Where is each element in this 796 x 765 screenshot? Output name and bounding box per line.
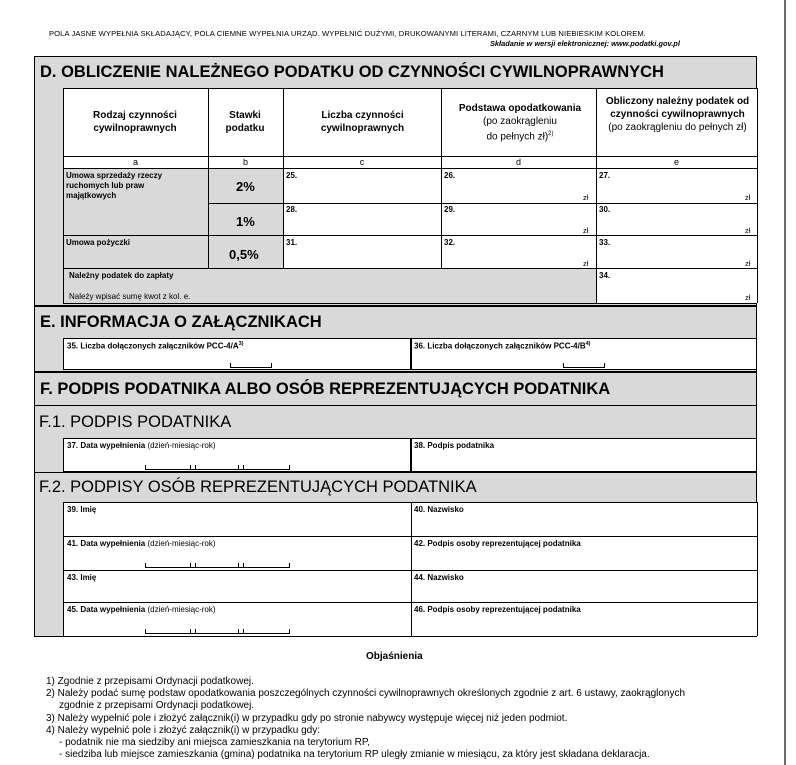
page-edge: [784, 0, 786, 765]
field-39-label[interactable]: 39. Imię: [67, 505, 97, 514]
zl-33: zł: [745, 259, 751, 268]
field-36-label: 36. Liczba dołączonych załączników PCC-$4/B^{4)}$: [414, 341, 591, 351]
field-45-label[interactable]: 45. Data wypełnienia (dzień-miesiąc-rok): [67, 605, 216, 614]
notes-title: Objaśnienia: [366, 651, 423, 662]
header-instruction: POLA JASNE WYPEŁNIA SKŁADAJĄCY, POLA CIEMNE WYPEŁNIA URZĄD. WYPEŁNIĆ DUŻYMI, DRUKOWANYMI LITERAMI, CZARNYM LUB NIEBIESKIM KOLOREM.: [49, 29, 646, 38]
field-45-date[interactable]: [145, 627, 290, 634]
zl-26: zł: [583, 193, 589, 202]
letter-b: b: [242, 157, 248, 167]
row2-rate: 1%: [236, 214, 255, 229]
section-d-title: D. OBLICZENIE NALEŻNEGO PODATKU OD CZYNNOŚCI CYWILNOPRAWNYCH: [40, 63, 664, 81]
field-37-date[interactable]: [145, 463, 290, 470]
field-38-label: 38. Podpis podatnika: [414, 441, 495, 450]
field-26[interactable]: 26.: [444, 171, 456, 180]
field-35-entry[interactable]: [230, 361, 272, 368]
field-28[interactable]: 28.: [286, 205, 298, 214]
field-41-date[interactable]: [145, 561, 290, 568]
section-f1-title: F.1. PODPIS PODATNIKA: [39, 413, 232, 431]
note-2b: zgodnie z przepisami Ordynacji podatkowej.: [59, 700, 255, 712]
zl-29: zł: [583, 226, 589, 235]
note-4a: - podatnik nie ma siedziby ani miejsca zamieszkania na terytorium RP,: [59, 737, 371, 749]
field-30[interactable]: 30.: [599, 205, 611, 214]
col-d-header-line3: do pełnych zł)$^{2)}$: [486, 131, 554, 143]
col-e-header: [600, 95, 755, 134]
letter-d: d: [515, 157, 521, 167]
note-4b: - siedziba lub miejsce zamieszkania (gmina) podatnika na terytorium RP uległy zmianie w miesiącu, za który jest składana deklaracja.: [59, 749, 650, 761]
field-40-label[interactable]: 40. Nazwisko: [414, 505, 464, 514]
letter-c: c: [359, 157, 365, 167]
field-41-label[interactable]: 41. Data wypełnienia (dzień-miesiąc-rok): [67, 539, 216, 548]
field-32[interactable]: 32.: [444, 238, 456, 247]
zl-30: zł: [745, 226, 751, 235]
zl-32: zł: [583, 259, 589, 268]
field-35-label: 35. Liczba dołączonych załączników PCC-$4/A^{3)}$: [67, 341, 244, 351]
section-f2-title: F.2. PODPISY OSÓB REPREZENTUJĄCYCH PODATNIKA: [39, 478, 477, 496]
field-34[interactable]: 34.: [599, 271, 611, 280]
col-e-header-line1: Obliczony należny podatek od czynności cywilnoprawnych: [605, 96, 750, 120]
header-electronic: Składanie w wersji elektronicznej: www.podatki.gov.pl: [490, 39, 680, 48]
field-42-label[interactable]: 42. Podpis osoby reprezentującej podatnika: [414, 539, 581, 548]
note-1: 1) Zgodnie z przepisami Ordynacji podatkowej.: [46, 676, 254, 687]
field-43-label[interactable]: 43. Imię: [67, 573, 97, 582]
notes-list: [46, 676, 685, 761]
note-4: 4) Należy wypełnić pole i złożyć załącznik(i) w przypadku gdy:: [46, 724, 320, 736]
row3-rate: 0,5%: [229, 247, 259, 262]
section-e-title: E. INFORMACJA O ZAŁĄCZNIKACH: [40, 313, 322, 331]
section-f-title: F. PODPIS PODATNIKA ALBO OSÓB REPREZENTUJĄCYCH PODATNIKA: [40, 380, 611, 398]
field-44-label[interactable]: 44. Nazwisko: [414, 573, 464, 582]
col-d-header: [445, 102, 595, 143]
due-label: Należny podatek do zapłaty: [69, 271, 174, 280]
col-e-header-line2: (po zaokrągleniu do pełnych zł): [608, 122, 747, 133]
zl-27: zł: [745, 193, 751, 202]
f2-grid: [63, 502, 757, 636]
field-25[interactable]: 25.: [286, 171, 298, 180]
field-37-label: 37. Data wypełnienia (dzień-miesiąc-rok): [67, 441, 216, 450]
field-31[interactable]: 31.: [286, 238, 298, 247]
row3-label: Umowa pożyczki: [66, 238, 131, 247]
field-29[interactable]: 29.: [444, 205, 456, 214]
row1-rate: 2%: [236, 179, 255, 194]
letter-a: a: [132, 157, 138, 167]
col-d-header-line2: (po zaokrągleniu: [483, 116, 557, 127]
note-2a: 2) Należy podać sumę podstaw opodatkowania poszczególnych czynności cywilnoprawnych określonych zgodnie z art. 6 ustawy, zaokrąglonych: [46, 688, 686, 700]
col-d-header-line1: Podstawa opodatkowania: [458, 103, 582, 114]
field-46-label[interactable]: 46. Podpis osoby reprezentującej podatnika: [414, 605, 581, 614]
due-hint: Należy wpisać sumę kwot z kol. e.: [69, 292, 191, 301]
field-33[interactable]: 33.: [599, 238, 611, 247]
col-a-header: Rodzaj czynności cywilnoprawnych: [93, 110, 177, 134]
field-27[interactable]: 27.: [599, 171, 611, 180]
zl-34: zł: [745, 293, 751, 302]
note-3: 3) Należy wypełnić pole i złożyć załącznik(i) w przypadku gdy po stronie nabywcy występuje więcej niż jeden podmiot.: [46, 712, 568, 724]
field-36-entry[interactable]: [563, 361, 605, 368]
col-c-header: Liczba czynności cywilnoprawnych: [320, 110, 405, 134]
letter-e: e: [673, 157, 679, 167]
col-b-header: Stawki podatku: [225, 110, 265, 134]
row1-label: Umowa sprzedaży rzeczy ruchomych lub praw majątkowych: [66, 171, 163, 200]
